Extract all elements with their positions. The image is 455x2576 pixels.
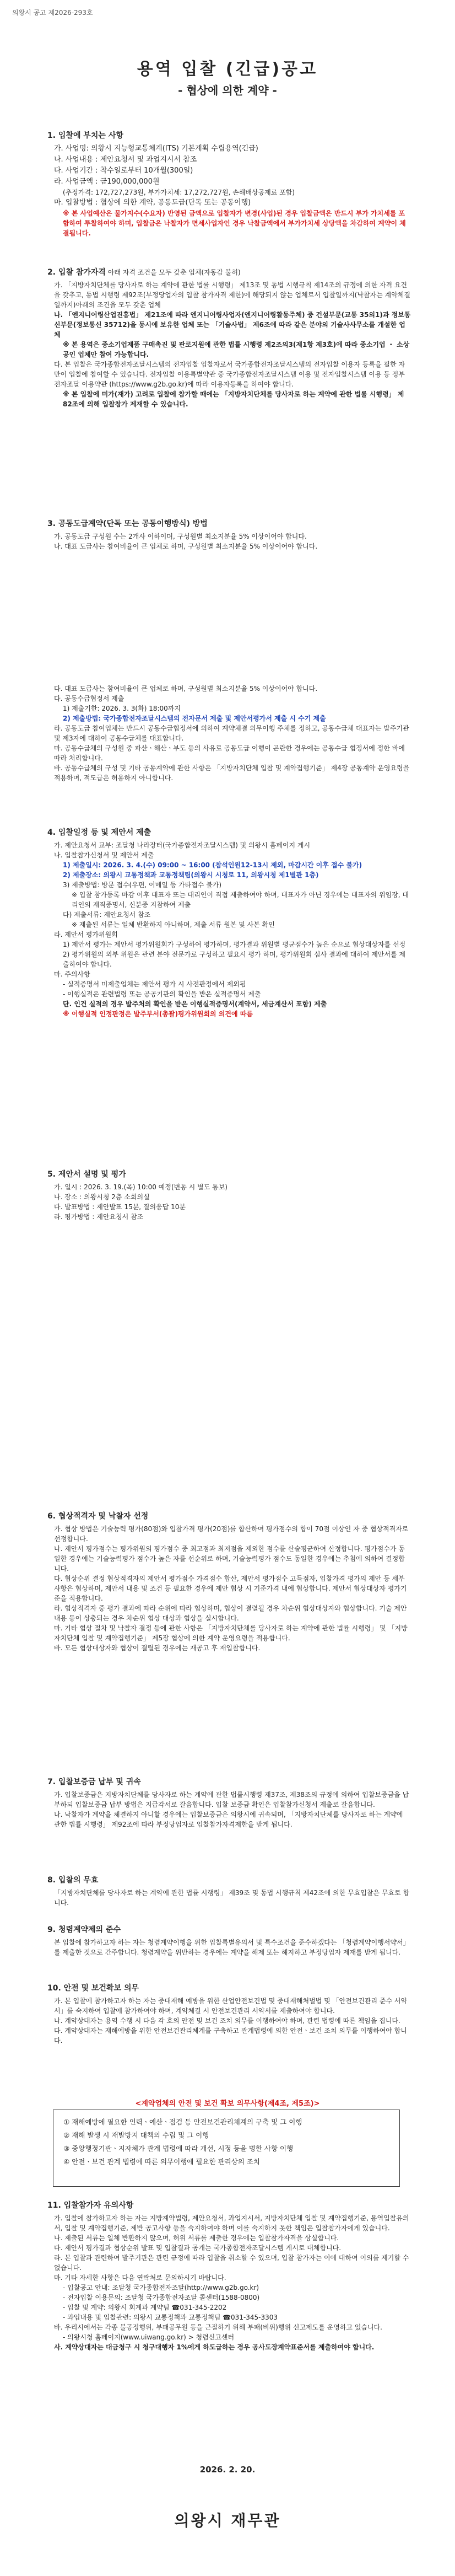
safety-box-item: ③ 중앙행정기관ㆍ지자체가 관계 법령에 따라 개선, 시정 등을 명한 사항 이행 xyxy=(63,2144,294,2153)
s7-item: 마. 기타 협상 절차 및 낙찰자 결정 등에 관한 사항은 「지방자치단체를 당사자로 하는 계약에 관한 법률 시행령」 및 「지방자치단체 입찰 및 계약집행기준」 제5장 협상에 의한 계약 운영요령을 적용합니다. xyxy=(54,1624,408,1642)
s1-item: (추정가격: 172,727,273원, 부가가치세: 17,272,727원, 손해배상공제료 포함) xyxy=(63,189,295,196)
s13-item: - 전자입찰 이용문의: 조달청 국가종합전자조달 콜센터(1588-0800) xyxy=(63,2294,260,2301)
section-2 xyxy=(47,267,411,409)
s5-note: 단. 인건 실적의 경우 발주처의 확인을 받은 이행실적증명서(계약서, 세금계산서 포함) 제출 xyxy=(63,1000,327,1008)
section-8-title: 8. 입찰의 무효 xyxy=(47,1876,99,1885)
s13-item: 나. 제출된 서류는 일체 반환하지 않으며, 허위 서류를 제출한 경우에는 입찰참가자격을 상실합니다. xyxy=(54,2234,339,2242)
s4-item: 2) 제출방법: 국가종합전자조달시스템의 전자문서 제출 및 제안서평가서 제출 시 수기 제출 xyxy=(63,715,326,722)
s6-item: 나. 장소 : 의왕시청 2층 소회의실 xyxy=(54,1193,150,1201)
s5-item: 1) 제출일시: 2026. 3. 4.(수) 09:00 ~ 16:00 (참석인원12-13시 제외, 마감시간 이후 접수 불가) xyxy=(63,861,362,869)
s7-item: 라. 협상적격자 중 평가 결과에 따라 순위에 따라 협상하며, 협상이 결렬될 경우 차순위 협상대상자와 협상합니다. 기술 제안 내용 등이 상충되는 경우 차순위 협상 대상과 협상을 실시합니다. xyxy=(54,1604,407,1622)
section-5 xyxy=(47,1169,411,1222)
section-3 xyxy=(47,518,411,551)
s5-item: 가. 제안요청서 교부: 조달청 나라장터(국가종합전자조달시스템) 및 의왕시 홈페이지 게시 xyxy=(54,841,311,849)
s4-item: 라. 공동도급 참여업체는 반드시 공동수급협정서에 의하여 계약체결 의무이행 주체를 정하고, 공동수급체 대표자는 발주기관 및 제3자에 대하여 공동수급체를 대표합니다. xyxy=(54,724,409,742)
document-subtitle: - 협상에 의한 계약 - xyxy=(178,84,277,97)
section-9 xyxy=(47,1924,411,1957)
s8-item: 가. 입찰보증금은 지방자치단체를 당사자로 하는 계약에 관한 법률시행령 제37조, 제38조의 규정에 의하여 입찰보증금을 납부하되 입찰보증금 납부 방법은 지급각서로 갈음합니다. 입찰 보증금 확인은 입찰참가신청서 제출로 갈음합니다. xyxy=(54,1791,409,1808)
s1-vat-note: ※ 본 사업예산은 물가지수(수요자) 반영된 금액으로 입찰자가 변경(사업)된 경우 입찰금액은 반드시 부가 가치세를 포함하여 투찰하여야 하며, 입찰금은 낙찰자가 면세사업자인 경우 낙찰금액에서 부가가치세 상당액을 차감하여 계약이 체결됩니다. xyxy=(63,210,406,237)
s13-item: 라. 본 입찰과 관련하여 발주기관은 관련 규정에 따라 입찰을 취소할 수 있으며, 입찰 참가자는 이에 대하여 이의를 제기할 수 없습니다. xyxy=(54,2254,409,2272)
notice-number: 의왕시 공고 제2026-293호 xyxy=(12,9,93,17)
s2-item: 가. 「지방자치단체를 당사자로 하는 계약에 관한 법률 시행령」 제13조 및 동법 시행규칙 제14조의 규정에 의한 자격 요건을 갖추고, 동법 시행령 제92조(부정당업자의 입찰 참가자격 제한)에 해당되지 않는 업체로서 입찰일까지(낙찰자는 계약체결일까지)아래의 조건을 모두 갖춘 업체 xyxy=(54,281,410,309)
s7-item: 가. 협상 방법은 기술능력 평가(80점)와 입찰가격 평가(20점)를 합산하여 평가점수의 합이 70점 이상인 자 중 협상적격자로 선정합니다. xyxy=(54,1525,409,1543)
s4-item: 다. 공동수급협정서 제출 xyxy=(54,695,124,702)
safety-obligations-box xyxy=(53,2110,400,2187)
s2-item: ※ 본 입찰에 미가(재가) 고려로 입찰에 참가할 때에는 「지방자치단체를 당사자로 하는 계약에 관한 법률 시행령」 제82조에 의해 입찰참가 제재할 수 있습니다. xyxy=(63,390,404,408)
section-7 xyxy=(47,1777,411,1829)
s5-note: ※ 이행실적 인정판정은 발주부서(총괄)평가위원회의 의견에 따름 xyxy=(63,1010,253,1018)
issuing-organization: 의왕시 재무관 xyxy=(174,2511,281,2530)
s13-item: 바. 우리시에서는 각종 불공정행위, 부패공무원 등을 근절하기 위해 부패(비위)행위 신고제도를 운영하고 있습니다. xyxy=(54,2323,383,2331)
s1-item: 다. 사업기간 : 착수일로부터 10개월(300일) xyxy=(54,167,193,175)
s13-item: 가. 입찰에 참가하고자 하는 자는 지방계약법령, 제안요청서, 과업지시서, 지방자치단체 입찰 및 계약집행기준, 용역입찰유의서, 입찰 및 계약집행기준, 제반 공고사항 등을 숙지하여야 하며 이를 숙지하지 못한 책임은 입찰참가자에게 있습니다. xyxy=(54,2214,409,2232)
safety-box-item: ④ 안전ㆍ보건 관계 법령에 따른 의무이행에 필요한 관리상의 조치 xyxy=(63,2158,260,2166)
s5-item: 라. 제안서 평가위원회 xyxy=(54,931,118,938)
section-8 xyxy=(47,1875,411,1908)
s11-item: 나. 계약상대자는 용역 수행 시 다음 각 호의 안전 및 보건 조치 의무를 이행하여야 하며, 관련 법령에 따른 책임을 집니다. xyxy=(54,2017,400,2025)
safety-box-item: ② 재해 발생 시 재발방지 대책의 수립 및 그 이행 xyxy=(63,2131,209,2139)
s1-item: 마. 입찰방법 : 협상에 의한 계약, 공동도급(단독 또는 공동이행) xyxy=(54,198,251,207)
section-5-title: 5. 제안서 설명 및 평가 xyxy=(47,1170,126,1179)
s2-item: ※ 본 용역은 중소기업제품 구매촉진 및 판로지원에 관한 법률 시행령 제2조의3(제1항 제3호)에 따라 중소기업 ・ 소상공인 업체만 참여 가능합니다. xyxy=(63,341,410,358)
s5-note: 마. 주의사항 xyxy=(54,970,90,978)
s4-item: 마. 공동수급체의 구성원 중 파산ㆍ해산ㆍ부도 등의 사유로 공동도급 이행이 곤란한 경우에는 공동수급 협정서에 정한 바에 따라 처리합니다. xyxy=(54,744,405,762)
s7-item: 다. 협상순위 결정 협상적격자의 제안서 평가점수 가격점수 합산, 제안서 평가점수 고득점자, 입찰가격 평가의 제안 등 세부사항은 협상하며, 제안서 내용 및 조건 등 필요한 경우에 제안 협상 시 기준가격 내에 협상합니다. 제안서 협상대상자 평가기준을 적용합니다. xyxy=(54,1575,407,1602)
s5-item: 3) 제출방법: 방문 접수(우편, 이메일 등 가타접수 불가) xyxy=(63,881,222,889)
s5-note: - 실적증명서 미제출업체는 제안서 평가 시 사전판정에서 제외됨 xyxy=(63,980,246,988)
s2-item: 다. 본 입찰은 국가종합전자조달시스템의 전자입찰 입찰자로서 국가종합전자조달시스템의 전자입찰 이용자 등록을 필한 자만이 입찰에 참여할 수 있습니다. 전자입찰 이용특별약관 중 국가종합전자조달시스템 이용 및 전자입찰시스템 이용 등 정부전자조달 이용약관 (https://www.g2b.go.kr)에 따라 이용자등록을 하여야 합니다. xyxy=(54,361,405,388)
section-1-title: 1. 입찰에 부치는 사항 xyxy=(47,131,123,140)
s10-item: 본 입찰에 참가하고자 하는 자는 청렴계약이행을 위한 입찰특별유의서 및 특수조건을 준수하겠다는 「청렴계약이행서약서」를 제출한 것으로 간주합니다. 청렴계약을 위반하는 경우에는 계약을 해제 또는 해지하고 부정당업자 제재를 받게 됩니다. xyxy=(54,1939,410,1956)
safety-box-title: <계약업체의 안전 및 보건 확보 의무사항(제4조, 제5조)> xyxy=(135,2100,320,2108)
s5-item: 나. 입찰참가신청서 및 제안서 제출 xyxy=(54,851,154,859)
section-6-title: 6. 협상적격자 및 낙찰자 선정 xyxy=(47,1512,149,1521)
s13-item: 사. 계약상대자는 대금청구 시 청구대행자 1%에게 하도급하는 경우 공사도장계약표준서를 제출하여야 합니다. xyxy=(54,2343,375,2351)
document-title: 용역 입찰 (긴급)공고 xyxy=(137,60,318,79)
s8-item: 나. 낙찰자가 계약을 체결하지 아니할 경우에는 입찰보증금은 의왕시에 귀속되며, 「지방자치단체를 당사자로 하는 계약에 관한 법률 시행령」 제92조에 따라 부정당업자로 입찰참가자격제한을 받게 됩니다. xyxy=(54,1811,403,1828)
s3-item: 나. 대표 도급사는 참여비율이 큰 업체로 하며, 구성원별 최소지분율 5% 이상이어야 합니다. xyxy=(54,543,318,550)
s11-item: 가. 본 입찰에 참가하고자 하는 자는 중대재해 예방을 위한 산업안전보건법 및 중대재해처벌법 및 「안전보건관리 준수 서약서」를 숙지하여 입찰에 참가하여야 하며, 계약체결 시 안전보건관리 서약서를 제출하여야 합니다. xyxy=(54,1997,408,2015)
section-11 xyxy=(47,2200,411,2352)
section-2-title-suffix: 아래 자격 조건을 모두 갖춘 업체(자동감 불허) xyxy=(105,269,241,276)
section-9-title: 9. 청렴계약제의 준수 xyxy=(47,1925,121,1934)
section-10 xyxy=(47,1983,411,2046)
s4-item: 다. 대표 도급사는 참여비율이 큰 업체로 하며, 구성원별 최소지분율 5% 이상이어야 합니다. xyxy=(54,685,318,693)
notice-date: 2026. 2. 20. xyxy=(199,2465,256,2475)
s5-item: ※ 제출된 서류는 일체 반환하지 아니하며, 제출 서류 원본 및 사본 확인 xyxy=(72,921,275,929)
section-11-title: 11. 입찰참가자 유의사항 xyxy=(47,2201,134,2210)
section-3-cont xyxy=(47,684,411,783)
s13-item: - 의왕시청 홈페이지(www.uiwang.go.kr) > 청렴신고센터 xyxy=(63,2333,235,2341)
s5-item: ※ 입찰 참가등록 마감 이후 대표자 또는 대리인이 직접 제출하여야 하며, 대표자가 아닌 경우에는 대표자의 위임장, 대리인의 재직증명서, 신분증 지참하여 제출 xyxy=(72,891,409,909)
s13-item: - 입찰공고 안내: 조달청 국가종합전자조달(http://www.g2b.go.kr) xyxy=(63,2284,259,2291)
s5-item: 2) 평가위원의 외부 위원은 관련 분야 전문가로 구성하고 필요시 평가 하며, 평가위원회 심사 결과에 대하여 제안서를 제출하여야 합니다. xyxy=(63,951,405,968)
s6-item: 다. 발표방법 : 제안발표 15분, 질의응답 10분 xyxy=(54,1203,186,1211)
s5-note: - 이행실적은 관련법령 또는 공공기관의 확인을 받은 실적증명서 제출 xyxy=(63,990,261,998)
s1-item: 라. 사업금액 : 금190,000,000원 xyxy=(54,178,160,186)
s7-item: 바. 모든 협상대상자와 협상이 결렬된 경우에는 재공고 후 재입찰합니다. xyxy=(54,1644,261,1652)
section-3-title: 3. 공동도급계약(단독 또는 공동이행방식) 방법 xyxy=(47,519,208,528)
s5-item: 2) 제출장소: 의왕시 교통정책과 교통정책팀(의왕시 시청로 11, 의왕시청 제1별관 1층) xyxy=(63,871,319,879)
s13-item: 다. 제안서 평가결과 협상순위 발표 및 입찰결과 공개는 국가종합전자조달시스템 게시로 대체합니다. xyxy=(54,2244,342,2252)
s1-item: 가. 사업명: 의왕시 지능형교통체계(ITS) 기본계획 수립용역(긴급) xyxy=(54,144,258,153)
s6-item: 가. 일시 : 2026. 3. 19.(목) 10:00 예정(변동 시 별도 통보) xyxy=(54,1183,228,1191)
s7-item: 나. 제안서 평가점수는 평가위원의 평가점수 중 최고점과 최저점을 제외한 점수를 산술평균하여 산정합니다. 평가점수가 동일한 경우에는 기술능력평가 점수가 높은 자를 선순위로 하며, 기술능력평가 점수도 동일한 경우에는 추첨에 의하여 결정합니다. xyxy=(54,1545,405,1573)
section-2-title-text: 2. 입찰 참가자격 xyxy=(47,268,106,277)
s13-item: - 과업내용 및 입찰관련: 의왕시 교통정책과 교통정책팀 ☎031-345-3303 xyxy=(63,2314,278,2321)
section-6 xyxy=(47,1511,411,1653)
section-2-title xyxy=(47,267,411,278)
s6-item: 라. 평가방법 : 제안요청서 참조 xyxy=(54,1213,144,1221)
s4-item: 1) 제출기한: 2026. 3. 3(화) 18:00까지 xyxy=(63,705,181,712)
s13-item: - 입찰 및 계약: 의왕시 회계과 계약팀 ☎031-345-2202 xyxy=(63,2304,227,2311)
s2-item: 나. 「엔지니어링산업진흥법」 제21조에 따라 엔지니어링사업자(엔지니어링활동주체) 중 건설부문(교통 35의1)과 정보통신부문(정보통신 35712)을 동시에 보유한 업체 또는 「기술사법」 제6조에 따라 같은 분야의 기술사사무소를 개설한 업체 xyxy=(54,311,411,339)
section-4 xyxy=(47,827,411,1019)
s4-item: 바. 공동수급체의 구성 및 기타 공동계약에 관한 사항은 「지방자치단체 입찰 및 계약집행기준」 제4장 공동계약 운영요령을 적용하며, 적도급은 허용하지 아니합니다. xyxy=(54,764,410,782)
safety-box-item: ① 재해예방에 필요한 인력ㆍ예산ㆍ점검 등 안전보건관리체계의 구축 및 그 이행 xyxy=(63,2118,302,2126)
s11-item: 다. 계약상대자는 재해예방을 위한 안전보건관리체계를 구축하고 관계법령에 의한 안전ㆍ보건 조치 의무를 이행하여야 합니다. xyxy=(54,2027,407,2044)
s13-item: 마. 기타 자세한 사항은 다음 연락처로 문의하시기 바랍니다. xyxy=(54,2274,226,2282)
section-4-title: 4. 입찰일정 등 및 제안서 제출 xyxy=(47,828,151,837)
s3-item: 가. 공동도급 구성원 수는 2개사 이하이며, 구성원별 최소지분율 5% 이상이어야 합니다. xyxy=(54,533,307,540)
s9-item: 「지방자치단체를 당사자로 하는 계약에 관한 법률 시행령」 제39조 및 동법 시행규칙 제42조에 의한 무효입찰은 무효로 합니다. xyxy=(54,1889,409,1907)
s1-item: 나. 사업내용 : 제안요청서 및 과업지시서 참조 xyxy=(54,155,197,164)
section-1 xyxy=(47,130,411,238)
s5-item: 다) 제출서류: 제안요청서 참조 xyxy=(63,911,151,919)
s5-item: 1) 제안서 평가는 제안서 평가위원회가 구성하여 평가하며, 평가결과 위원별 평균점수가 높은 순으로 협상대상자를 선정 xyxy=(63,941,406,948)
section-7-title: 7. 입찰보증금 납부 및 귀속 xyxy=(47,1778,141,1786)
section-10-title: 10. 안전 및 보건확보 의무 xyxy=(47,1984,139,1993)
